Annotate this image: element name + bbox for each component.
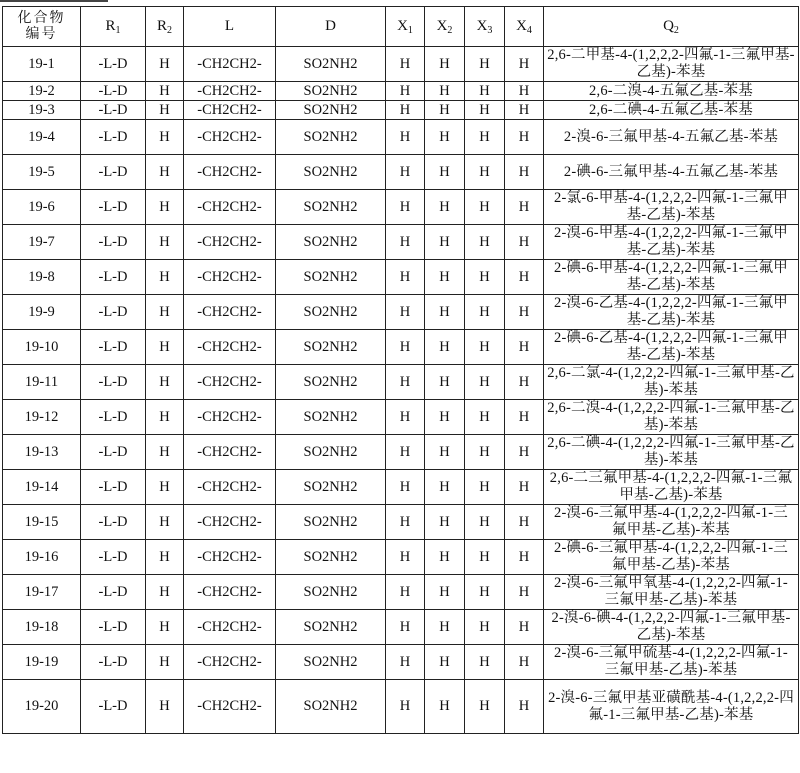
cell-q2: 2,6-二氯-4-(1,2,2,2-四氟-1-三氟甲基-乙基)-苯基 (544, 365, 799, 400)
cell-x4: H (505, 330, 544, 365)
cell-x4: H (505, 47, 544, 82)
cell-l: -CH2CH2- (184, 82, 276, 101)
cell-x2: H (425, 190, 465, 225)
cell-x2: H (425, 540, 465, 575)
cell-d: SO2NH2 (276, 645, 386, 680)
cell-x3: H (465, 47, 505, 82)
cell-r1: -L-D (81, 505, 146, 540)
table-row (3, 680, 799, 734)
cell-x3: H (465, 190, 505, 225)
cell-r1: -L-D (81, 680, 146, 734)
table-row (3, 155, 799, 190)
cell-d: SO2NH2 (276, 155, 386, 190)
cell-r2: H (146, 260, 184, 295)
cell-x2: H (425, 47, 465, 82)
cell-x4: H (505, 610, 544, 645)
cell-r1: -L-D (81, 101, 146, 120)
cell-q2: 2-碘-6-乙基-4-(1,2,2,2-四氟-1-三氟甲基-乙基)-苯基 (544, 330, 799, 365)
cell-x4: H (505, 365, 544, 400)
cell-d: SO2NH2 (276, 505, 386, 540)
cell-r1: -L-D (81, 365, 146, 400)
header-x2: $X_2$ (425, 7, 465, 47)
cell-x2: H (425, 295, 465, 330)
cell-r2: H (146, 610, 184, 645)
cell-x1: H (386, 540, 425, 575)
cell-l: -CH2CH2- (184, 47, 276, 82)
cell-l: -CH2CH2- (184, 365, 276, 400)
cell-l: -CH2CH2- (184, 470, 276, 505)
cell-r1: -L-D (81, 82, 146, 101)
cell-d: SO2NH2 (276, 575, 386, 610)
cell-x1: H (386, 435, 425, 470)
cell-x3: H (465, 680, 505, 734)
cell-id: 19-2 (3, 82, 81, 101)
cell-d: SO2NH2 (276, 225, 386, 260)
cell-l: -CH2CH2- (184, 645, 276, 680)
cell-q2: 2-溴-6-碘-4-(1,2,2,2-四氟-1-三氟甲基-乙基)-苯基 (544, 610, 799, 645)
table-row (3, 610, 799, 645)
cell-d: SO2NH2 (276, 680, 386, 734)
cell-r2: H (146, 435, 184, 470)
cell-x4: H (505, 540, 544, 575)
cell-q2: 2-溴-6-三氟甲氧基-4-(1,2,2,2-四氟-1-三氟甲基-乙基)-苯基 (544, 575, 799, 610)
header-x1: $X_1$ (386, 7, 425, 47)
cell-id: 19-18 (3, 610, 81, 645)
header-x4: $X_4$ (505, 7, 544, 47)
cell-x4: H (505, 82, 544, 101)
cell-l: -CH2CH2- (184, 330, 276, 365)
table-row (3, 101, 799, 120)
cell-x3: H (465, 575, 505, 610)
cell-q2: 2,6-二溴-4-五氟乙基-苯基 (544, 82, 799, 101)
cell-x2: H (425, 435, 465, 470)
cell-x4: H (505, 505, 544, 540)
cell-l: -CH2CH2- (184, 101, 276, 120)
cell-d: SO2NH2 (276, 82, 386, 101)
header-compound-id: 化合物 编号 (3, 7, 81, 47)
header-q2: $Q_2$ (544, 7, 799, 47)
cell-r1: -L-D (81, 47, 146, 82)
cell-x2: H (425, 645, 465, 680)
table-row (3, 82, 799, 101)
cell-d: SO2NH2 (276, 610, 386, 645)
cell-x3: H (465, 435, 505, 470)
cell-x4: H (505, 120, 544, 155)
cell-x4: H (505, 225, 544, 260)
cell-x1: H (386, 645, 425, 680)
cell-r1: -L-D (81, 470, 146, 505)
cell-r1: -L-D (81, 120, 146, 155)
cell-x4: H (505, 101, 544, 120)
cell-x4: H (505, 190, 544, 225)
table-row (3, 365, 799, 400)
cell-x3: H (465, 155, 505, 190)
cell-x1: H (386, 260, 425, 295)
cell-r1: -L-D (81, 190, 146, 225)
cell-id: 19-13 (3, 435, 81, 470)
cell-x1: H (386, 610, 425, 645)
cell-l: -CH2CH2- (184, 260, 276, 295)
cell-r2: H (146, 190, 184, 225)
cell-r2: H (146, 120, 184, 155)
cell-d: SO2NH2 (276, 365, 386, 400)
cell-id: 19-10 (3, 330, 81, 365)
cell-id: 19-4 (3, 120, 81, 155)
cell-x2: H (425, 365, 465, 400)
cell-d: SO2NH2 (276, 330, 386, 365)
cell-id: 19-9 (3, 295, 81, 330)
cell-r1: -L-D (81, 400, 146, 435)
cell-id: 19-19 (3, 645, 81, 680)
cell-l: -CH2CH2- (184, 575, 276, 610)
cell-x1: H (386, 190, 425, 225)
header-r2: $R_2$ (146, 7, 184, 47)
cell-x1: H (386, 575, 425, 610)
cell-x3: H (465, 295, 505, 330)
cell-x4: H (505, 435, 544, 470)
cell-l: -CH2CH2- (184, 190, 276, 225)
cell-x2: H (425, 82, 465, 101)
cell-x1: H (386, 101, 425, 120)
cell-x3: H (465, 610, 505, 645)
cell-id: 19-8 (3, 260, 81, 295)
cell-q2: 2-溴-6-三氟甲基-4-五氟乙基-苯基 (544, 120, 799, 155)
cell-r1: -L-D (81, 330, 146, 365)
cell-r2: H (146, 470, 184, 505)
cell-d: SO2NH2 (276, 260, 386, 295)
cell-x1: H (386, 120, 425, 155)
cell-d: SO2NH2 (276, 435, 386, 470)
cell-d: SO2NH2 (276, 400, 386, 435)
cell-id: 19-6 (3, 190, 81, 225)
cell-r2: H (146, 82, 184, 101)
cell-d: SO2NH2 (276, 540, 386, 575)
cell-l: -CH2CH2- (184, 295, 276, 330)
cell-r2: H (146, 540, 184, 575)
cell-x2: H (425, 505, 465, 540)
cell-x2: H (425, 470, 465, 505)
cell-r2: H (146, 575, 184, 610)
cell-r1: -L-D (81, 575, 146, 610)
cell-q2: 2-溴-6-三氟甲基-4-(1,2,2,2-四氟-1-三氟甲基-乙基)-苯基 (544, 505, 799, 540)
cell-id: 19-17 (3, 575, 81, 610)
cell-x4: H (505, 645, 544, 680)
cell-x2: H (425, 155, 465, 190)
cell-q2: 2,6-二溴-4-(1,2,2,2-四氟-1-三氟甲基-乙基)-苯基 (544, 400, 799, 435)
cell-x3: H (465, 540, 505, 575)
cell-x4: H (505, 470, 544, 505)
cell-q2: 2,6-二碘-4-五氟乙基-苯基 (544, 101, 799, 120)
cell-q2: 2-氯-6-甲基-4-(1,2,2,2-四氟-1-三氟甲基-乙基)-苯基 (544, 190, 799, 225)
cell-r2: H (146, 365, 184, 400)
cell-d: SO2NH2 (276, 470, 386, 505)
cell-id: 19-11 (3, 365, 81, 400)
cell-q2: 2,6-二碘-4-(1,2,2,2-四氟-1-三氟甲基-乙基)-苯基 (544, 435, 799, 470)
table-row (3, 225, 799, 260)
cell-x4: H (505, 680, 544, 734)
cell-r2: H (146, 225, 184, 260)
cell-d: SO2NH2 (276, 190, 386, 225)
header-row (3, 7, 799, 47)
cell-x3: H (465, 365, 505, 400)
cell-r2: H (146, 505, 184, 540)
cell-x2: H (425, 120, 465, 155)
cell-id: 19-14 (3, 470, 81, 505)
cell-x3: H (465, 470, 505, 505)
cell-q2: 2-溴-6-三氟甲基亚磺酰基-4-(1,2,2,2-四氟-1-三氟甲基-乙基)-苯基 (544, 680, 799, 734)
cell-q2: 2,6-二甲基-4-(1,2,2,2-四氟-1-三氟甲基-乙基)-苯基 (544, 47, 799, 82)
cell-id: 19-16 (3, 540, 81, 575)
cell-x4: H (505, 295, 544, 330)
cell-r2: H (146, 400, 184, 435)
table-row (3, 505, 799, 540)
cell-r1: -L-D (81, 435, 146, 470)
table-row (3, 575, 799, 610)
cell-r1: -L-D (81, 540, 146, 575)
cell-x1: H (386, 400, 425, 435)
cell-x2: H (425, 101, 465, 120)
cell-r1: -L-D (81, 260, 146, 295)
table-row (3, 47, 799, 82)
cell-l: -CH2CH2- (184, 505, 276, 540)
cell-r1: -L-D (81, 645, 146, 680)
cell-r2: H (146, 155, 184, 190)
cell-x3: H (465, 82, 505, 101)
cell-x1: H (386, 295, 425, 330)
compound-table (2, 6, 799, 734)
cell-l: -CH2CH2- (184, 120, 276, 155)
table-row (3, 120, 799, 155)
cell-q2: 2,6-二三氟甲基-4-(1,2,2,2-四氟-1-三氟甲基-乙基)-苯基 (544, 470, 799, 505)
header-l: L (184, 7, 276, 47)
cell-d: SO2NH2 (276, 120, 386, 155)
cell-x3: H (465, 505, 505, 540)
cell-id: 19-3 (3, 101, 81, 120)
cell-q2: 2-碘-6-甲基-4-(1,2,2,2-四氟-1-三氟甲基-乙基)-苯基 (544, 260, 799, 295)
cell-x2: H (425, 330, 465, 365)
cell-id: 19-12 (3, 400, 81, 435)
cell-x1: H (386, 225, 425, 260)
cell-x3: H (465, 330, 505, 365)
cell-d: SO2NH2 (276, 101, 386, 120)
cell-l: -CH2CH2- (184, 610, 276, 645)
cell-x2: H (425, 610, 465, 645)
cell-x1: H (386, 47, 425, 82)
header-r1: $R_1$ (81, 7, 146, 47)
cell-l: -CH2CH2- (184, 680, 276, 734)
cell-l: -CH2CH2- (184, 400, 276, 435)
cell-id: 19-7 (3, 225, 81, 260)
table-row (3, 470, 799, 505)
cell-r2: H (146, 680, 184, 734)
cell-x3: H (465, 400, 505, 435)
cell-x4: H (505, 260, 544, 295)
cell-id: 19-1 (3, 47, 81, 82)
cell-r2: H (146, 645, 184, 680)
cell-x2: H (425, 575, 465, 610)
cell-q2: 2-碘-6-三氟甲基-4-(1,2,2,2-四氟-1-三氟甲基-乙基)-苯基 (544, 540, 799, 575)
cell-x4: H (505, 155, 544, 190)
cell-d: SO2NH2 (276, 295, 386, 330)
cell-l: -CH2CH2- (184, 435, 276, 470)
cell-x1: H (386, 365, 425, 400)
cell-x1: H (386, 505, 425, 540)
cell-r2: H (146, 101, 184, 120)
cell-id: 19-20 (3, 680, 81, 734)
table-row (3, 260, 799, 295)
table-row (3, 330, 799, 365)
table-row (3, 435, 799, 470)
header-d: D (276, 7, 386, 47)
table-row (3, 540, 799, 575)
cell-x4: H (505, 575, 544, 610)
cell-q2: 2-溴-6-乙基-4-(1,2,2,2-四氟-1-三氟甲基-乙基)-苯基 (544, 295, 799, 330)
header-x3: $X_3$ (465, 7, 505, 47)
cell-x2: H (425, 680, 465, 734)
cell-x3: H (465, 645, 505, 680)
cell-x1: H (386, 470, 425, 505)
cell-x2: H (425, 400, 465, 435)
cell-x3: H (465, 225, 505, 260)
cell-r1: -L-D (81, 155, 146, 190)
cell-x3: H (465, 120, 505, 155)
cell-r2: H (146, 330, 184, 365)
cell-x1: H (386, 155, 425, 190)
cell-id: 19-5 (3, 155, 81, 190)
cell-r1: -L-D (81, 610, 146, 645)
cell-x4: H (505, 400, 544, 435)
table-row (3, 190, 799, 225)
table-row (3, 400, 799, 435)
cell-x3: H (465, 101, 505, 120)
cell-x1: H (386, 330, 425, 365)
cell-l: -CH2CH2- (184, 540, 276, 575)
cell-d: SO2NH2 (276, 47, 386, 82)
cell-x1: H (386, 680, 425, 734)
cell-q2: 2-碘-6-三氟甲基-4-五氟乙基-苯基 (544, 155, 799, 190)
cell-x1: H (386, 82, 425, 101)
cell-q2: 2-溴-6-三氟甲硫基-4-(1,2,2,2-四氟-1-三氟甲基-乙基)-苯基 (544, 645, 799, 680)
cell-r1: -L-D (81, 295, 146, 330)
cell-l: -CH2CH2- (184, 155, 276, 190)
cell-r1: -L-D (81, 225, 146, 260)
table-row (3, 295, 799, 330)
cell-r2: H (146, 47, 184, 82)
cell-x3: H (465, 260, 505, 295)
cell-l: -CH2CH2- (184, 225, 276, 260)
cell-q2: 2-溴-6-甲基-4-(1,2,2,2-四氟-1-三氟甲基-乙基)-苯基 (544, 225, 799, 260)
cell-x2: H (425, 225, 465, 260)
cell-x2: H (425, 260, 465, 295)
cell-id: 19-15 (3, 505, 81, 540)
cell-r2: H (146, 295, 184, 330)
table-row (3, 645, 799, 680)
